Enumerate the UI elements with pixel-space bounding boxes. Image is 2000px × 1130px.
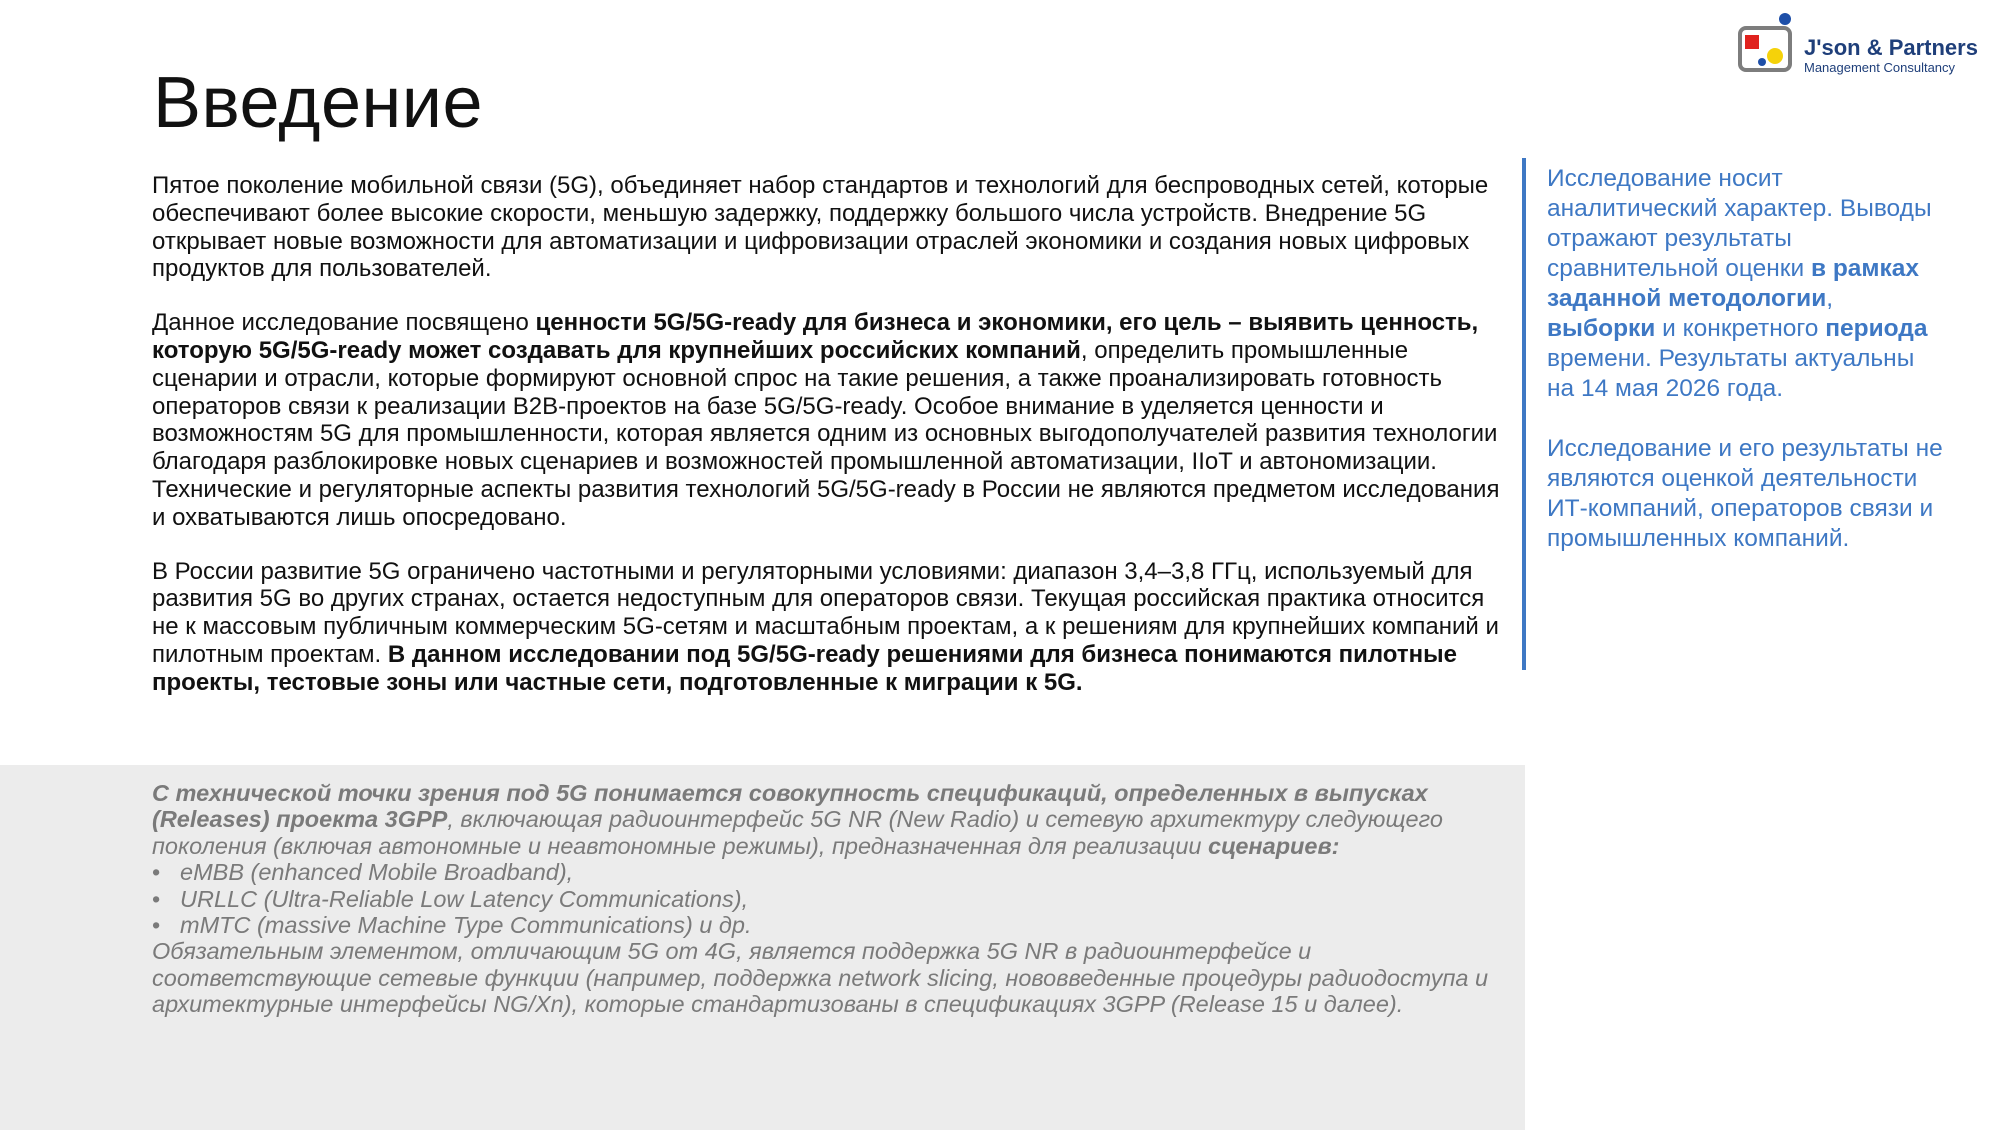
note-text: , включающая радиоинтерфейс 5G NR (New Radio) и сетевую архитектуру следующего поколения (включая автономные и неавтономные режимы), предназначенная для реализации	[152, 806, 1443, 859]
main-text	[152, 172, 1500, 723]
purpose-end: , определить промышленные сценарии и отрасли, которые формируют основной спрос на такие решения, а также проанализировать готовность операторов связи к реализации B2B-проектов на базе 5G/5G-ready. Особое внимание в уделяется ценности и возможностям 5G для промышленности, которая является одним из основных выгодополучателей развития технологии благодаря разблокировке новых сценариев и возможностей промышленной автоматизации, IIoT и автономизации. Технические и регуляторные аспекты развития технологий 5G/5G-ready в России не являются предметом исследования и охватываются лишь опосредовано.	[152, 336, 1500, 531]
logo-mark-icon	[1734, 10, 1804, 76]
page-title: Введение	[153, 63, 484, 143]
disclaimer-bold-sample: выборки	[1547, 315, 1656, 342]
disclaimer-methodology	[1547, 164, 1947, 404]
purpose-goal: ценности 5G/5G-ready для бизнеса и экономики, его цель – выявить ценность, которую 5G/5G-ready может создавать для крупнейших российских компаний	[152, 309, 1479, 364]
disclaimer-scope: Исследование и его результаты не являются оценкой деятельности ИТ-компаний, операторов связи и промышленных компаний.	[1547, 435, 1943, 552]
company-logo	[1734, 10, 1988, 76]
disclaimer-text: Исследование носит аналитический характер. Выводы отражают результаты сравнительной оценки	[1547, 165, 1932, 282]
note-definition	[152, 780, 1500, 859]
note-bold-definition: С технической точки зрения под 5G понимается совокупность спецификаций, определенных в выпусках (Releases) проекта 3GPP	[152, 780, 1428, 833]
disclaimer-text: времени. Результаты актуальны на 14 мая 2026 года.	[1547, 345, 1915, 402]
disclaimer-text: и конкретного	[1655, 315, 1826, 342]
disclaimer-bold-period: периода	[1825, 315, 1928, 342]
paragraph-intro: Пятое поколение мобильной связи (5G), объединяет набор стандартов и технологий для беспроводных сетей, которые обеспечивают более высокие скорости, меньшую задержку, поддержку большого числа устройств. Внедрение 5G открывает новые возможности для автоматизации и цифровизации отраслей экономики и создания новых цифровых продуктов для пользователей.	[152, 172, 1489, 283]
disclaimer-bold-methodology: в рамках заданной методологии	[1547, 255, 1920, 312]
paragraph-purpose	[152, 309, 1500, 531]
disclaimer-text: ,	[1826, 285, 1834, 312]
purpose-start: Данное исследование посвящено	[152, 309, 536, 337]
logo-tagline: Management Consultancy	[1804, 60, 1956, 75]
list-item: • eMBB (enhanced Mobile Broadband),	[152, 859, 1500, 885]
technical-note	[152, 780, 1500, 1018]
logo-name: J'son & Partners	[1804, 35, 1978, 60]
note-bold-scenarios: сценариев:	[1208, 832, 1340, 859]
paragraph-russia	[152, 558, 1500, 697]
note-closing: Обязательным элементом, отличающим 5G от 4G, является поддержка 5G NR в радиоинтерфейсе и соответствующие сетевые функции (например, поддержка network slicing, нововведенные процедуры радиодоступа и архитектурные интерфейсы NG/Xn), которые стандартизованы в спецификациях 3GPP (Release 15 и далее).	[152, 938, 1489, 1018]
scenario-list	[152, 859, 1500, 938]
sidebar-disclaimer	[1547, 164, 1947, 584]
russia-text: В России развитие 5G ограничено частотными и регуляторными условиями: диапазон 3,4–3,8 ГГц, используемый для развития 5G во других странах, остается недоступным для операторов связи. Текущая российская практика относится не к массовым публичным коммерческим 5G-сетям и масштабным проектам, а к решениям для крупнейших компаний и пилотным проектам.	[152, 557, 1499, 668]
sidebar-accent-line	[1522, 158, 1526, 670]
list-item: • mMTC (massive Machine Type Communications) и др.	[152, 912, 1500, 938]
list-item: • URLLC (Ultra-Reliable Low Latency Communications),	[152, 886, 1500, 912]
russia-definition: В данном исследовании под 5G/5G-ready решениями для бизнеса понимаются пилотные проекты, тестовые зоны или частные сети, подготовленные к миграции к 5G.	[152, 640, 1457, 696]
